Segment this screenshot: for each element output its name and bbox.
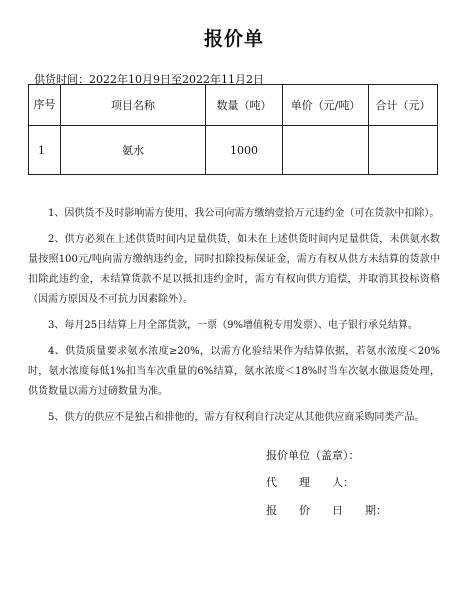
- clause-3: 3、每月25日结算上月全部货款，一票（9%增值税专用发票）、电子银行承兑结算。: [48, 320, 418, 331]
- page-title: 报价单: [203, 28, 264, 50]
- clause-5: 5、供方的供应不是独占和排他的，需方有权利自行决定从其他供应商采购同类产品。: [48, 412, 425, 423]
- terms-section: [28, 204, 440, 434]
- cell-quantity: 1000: [206, 126, 283, 175]
- supply-period: 供货时间：2022年10月9日至2022年11月2日: [34, 73, 264, 86]
- quote-date-label: 报 价 日 期：: [266, 504, 387, 517]
- clause-2: 2、供方必须在上述供货时间内足量供货，如未在上述供货时间内足量供货，未供氨水数量按照100元/吨向需方缴纳违约金，同时扣除投标保证金，需方有权从供方未结算的货款中扣除此违约金，未结算货款不足以抵扣违约金时，需方有权向供方追偿，并取消其投标资格（因需方原因及不可抗力因素除外）。: [28, 234, 440, 305]
- agent-label: 代 理 人：: [266, 476, 354, 489]
- cell-total[interactable]: [369, 126, 438, 175]
- cell-seq: 1: [29, 126, 61, 175]
- header-item-name: 项目名称: [61, 85, 206, 126]
- cell-item-name: 氨水: [61, 126, 206, 175]
- table-row: [29, 126, 438, 175]
- table-header-row: [29, 85, 438, 126]
- header-unit-price: 单价（元/吨）: [283, 85, 369, 126]
- cell-unit-price[interactable]: [283, 126, 369, 175]
- clause-1: 1、因供货不及时影响需方使用，我公司向需方缴纳壹拾万元违约金（可在货款中扣除）。: [48, 208, 440, 219]
- header-quantity: 数量（吨）: [206, 85, 283, 126]
- quoter-seal-label: 报价单位（盖章）：: [266, 449, 360, 462]
- clause-4: 4、供货质量要求氨水浓度≥20%，以需方化验结果作为结算依据，若氨水浓度＜20%时，氨水浓度每低1%扣当车次重量的6%结算，氨水浓度＜18%时当车次氨水做退货处理，供货数量以需方过磅数量为准。: [28, 346, 440, 397]
- header-total: 合计（元）: [369, 85, 438, 126]
- header-seq: 序号: [29, 85, 61, 126]
- quote-table: [28, 84, 438, 175]
